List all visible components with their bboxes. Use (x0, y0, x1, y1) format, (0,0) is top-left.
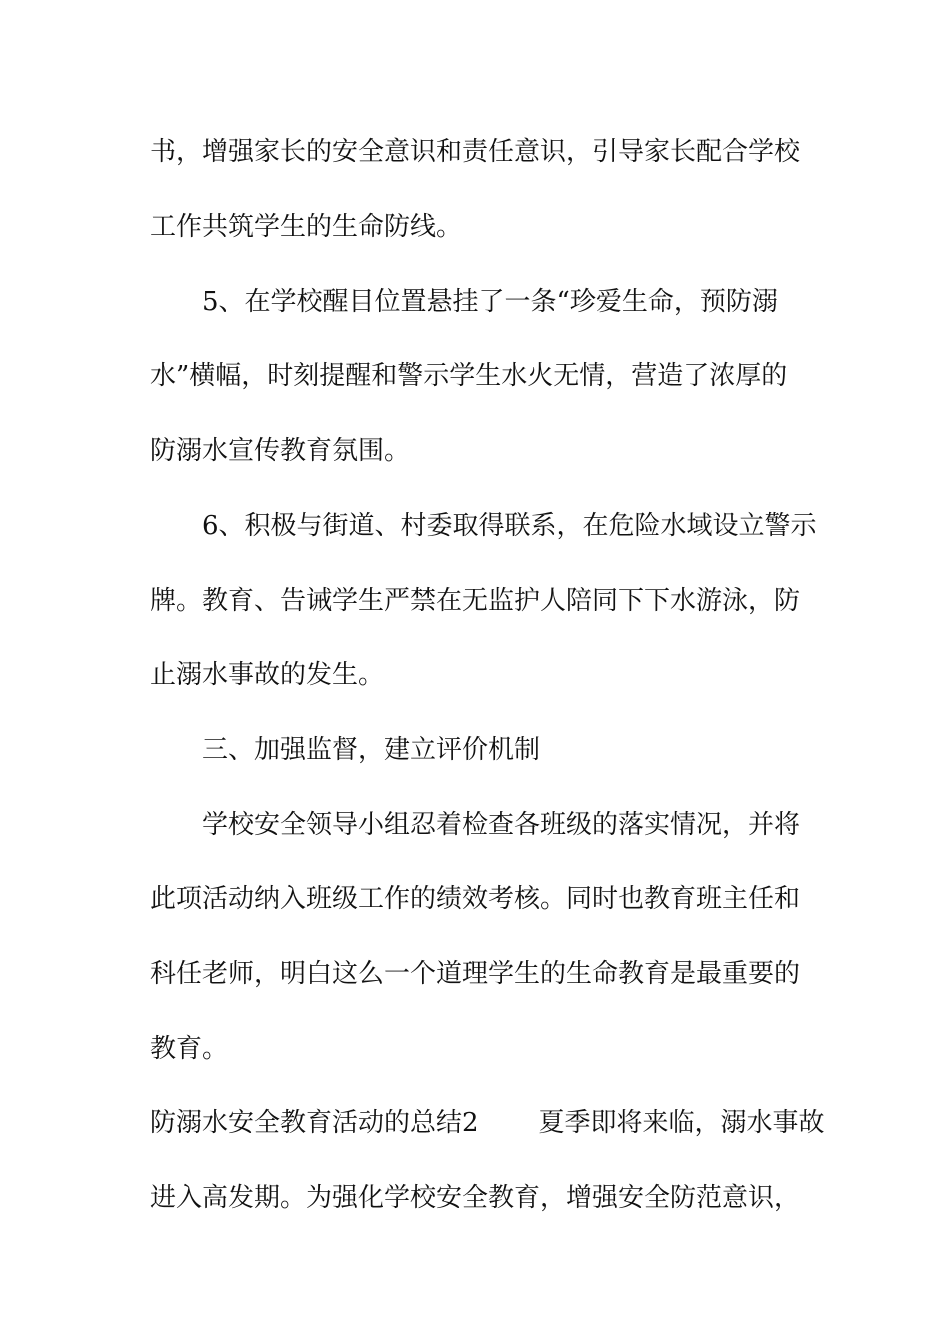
document-heading: 防溺水安全教育活动的总结2 (150, 1108, 479, 1138)
paragraph-line: 科任老师，明白这么一个道理学生的生命教育是最重要的 (150, 959, 801, 989)
paragraph-line: 止溺水事故的发生。 (150, 660, 385, 690)
heading-line (150, 1106, 825, 1140)
paragraph-line: 此项活动纳入班级工作的绩效考核。同时也教育班主任和 (150, 884, 801, 914)
heading-continuation: 夏季即将来临，溺水事故 (538, 1108, 825, 1138)
paragraph-line: 工作共筑学生的生命防线。 (150, 212, 463, 242)
paragraph-line: 5、在学校醒目位置悬挂了一条“珍爱生命，预防溺 (202, 287, 778, 317)
paragraph-line: 牌。教育、告诫学生严禁在无监护人陪同下下水游泳，防 (150, 586, 801, 616)
paragraph-line: 6、积极与街道、村委取得联系，在危险水域设立警示 (202, 511, 817, 541)
paragraph-line: 水”横幅，时刻提醒和警示学生水火无情，营造了浓厚的 (150, 361, 788, 391)
paragraph-line: 防溺水宣传教育氛围。 (150, 436, 411, 466)
paragraph-line: 学校安全领导小组忍着检查各班级的落实情况，并将 (202, 810, 801, 840)
paragraph-line: 进入高发期。为强化学校安全教育，增强安全防范意识， (150, 1183, 801, 1213)
section-heading: 三、加强监督，建立评价机制 (202, 735, 541, 765)
paragraph-line: 教育。 (150, 1034, 229, 1064)
paragraph-line: 书，增强家长的安全意识和责任意识，引导家长配合学校 (150, 137, 801, 167)
